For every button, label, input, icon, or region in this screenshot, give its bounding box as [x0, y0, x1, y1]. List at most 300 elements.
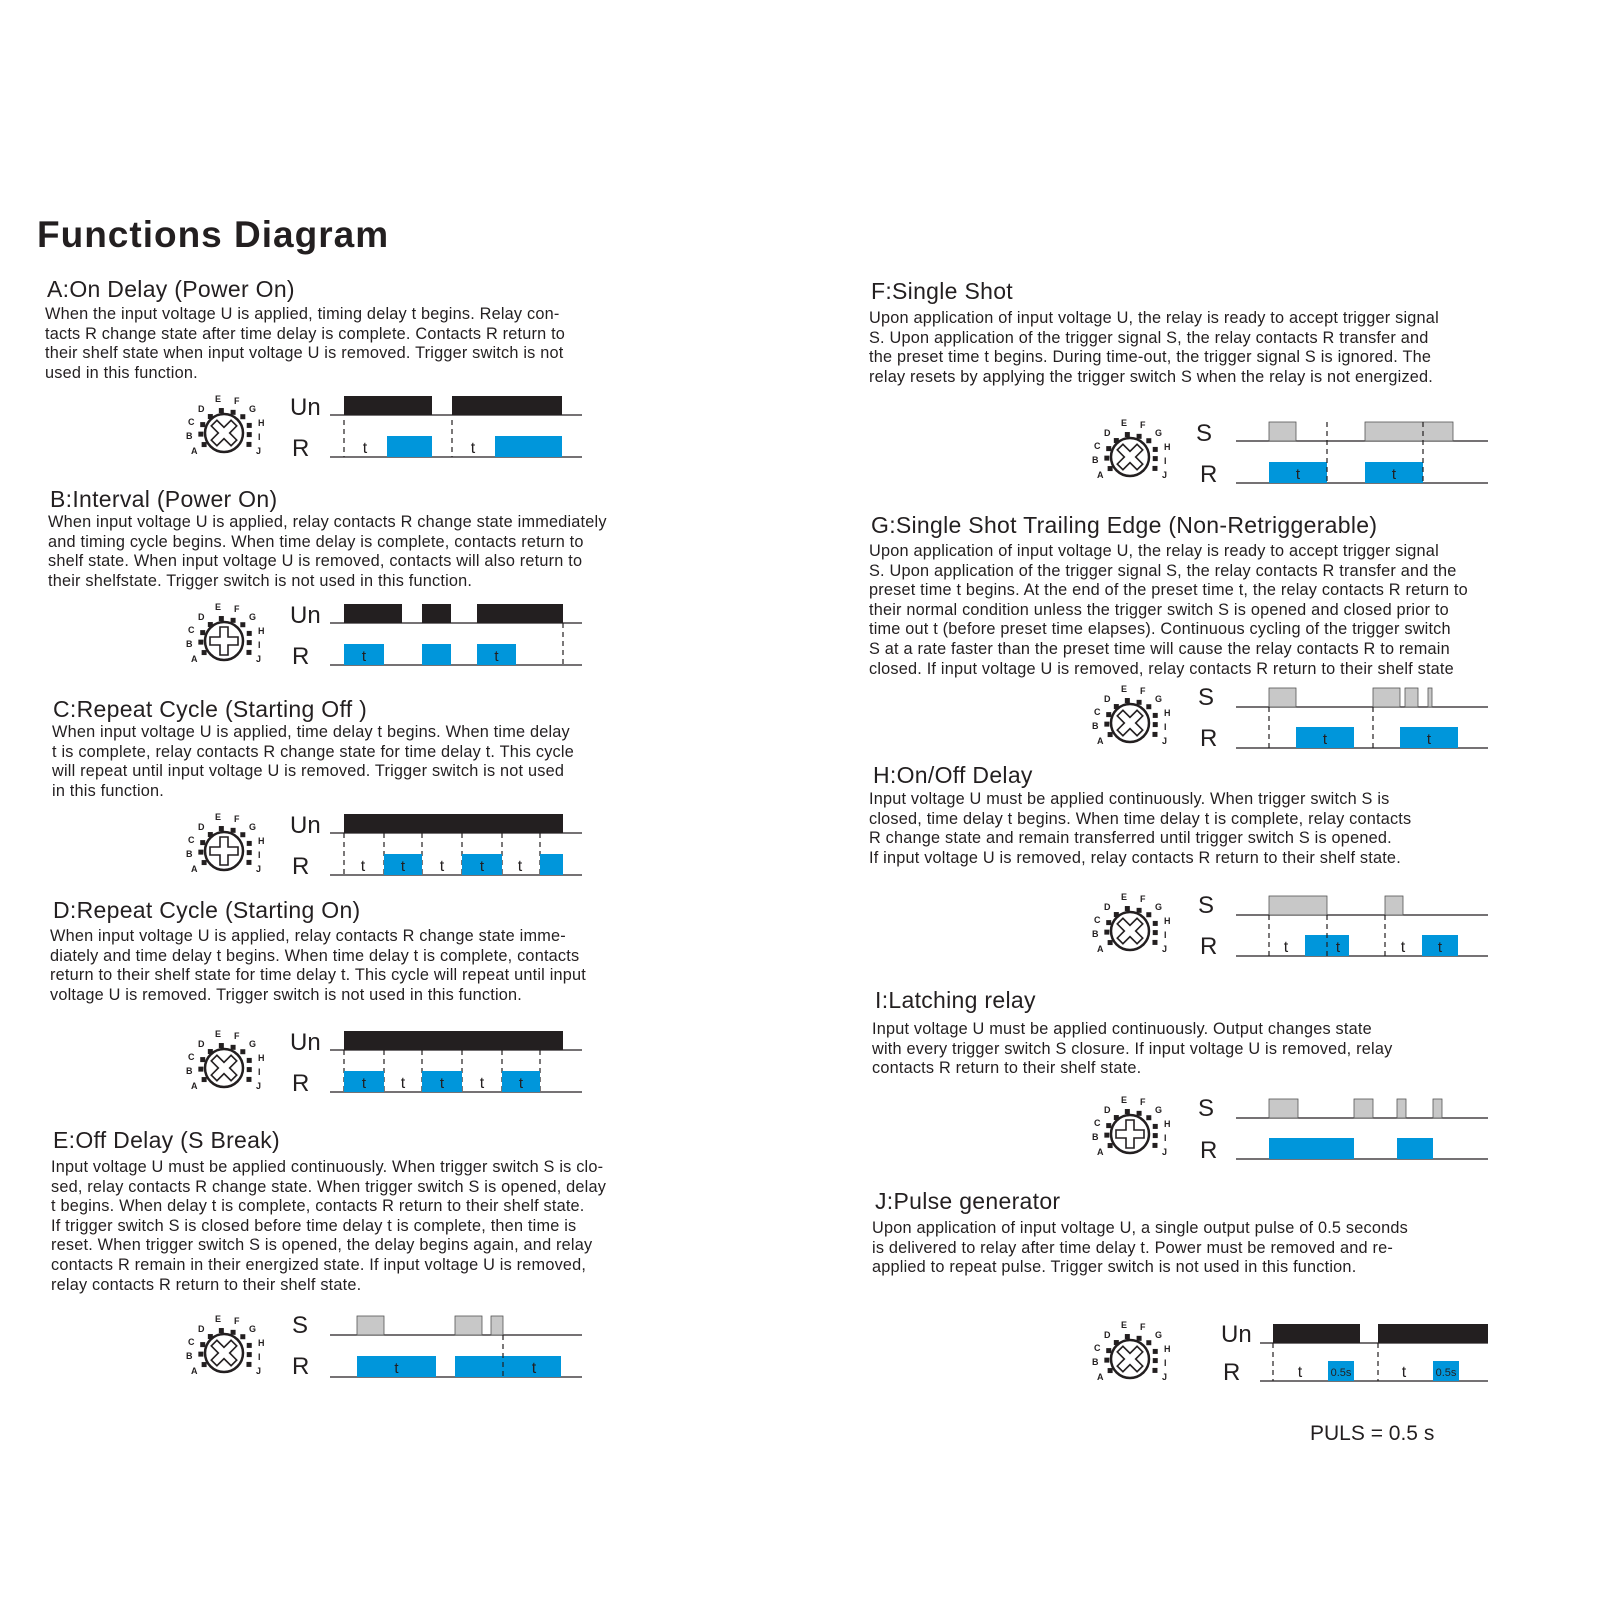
dial-tick [219, 408, 224, 413]
dial-letter: G [249, 612, 257, 622]
dial-letter: C [1094, 1118, 1101, 1128]
dial-letter: I [1164, 456, 1167, 466]
dial-letter: B [186, 1066, 193, 1076]
dial-letter: C [188, 417, 195, 427]
dial-tick [1152, 1368, 1157, 1373]
dial-letter: I [258, 1067, 261, 1077]
function-a-diagram [182, 390, 592, 470]
relay-pulse-label: t [394, 1360, 399, 1377]
time-label: t [1400, 939, 1406, 956]
dial-tick [247, 631, 252, 636]
dial-letter: G [249, 822, 257, 832]
dial-letter: J [1162, 470, 1168, 480]
dial-tick [1153, 1349, 1158, 1354]
dial-letter: A [191, 1081, 198, 1091]
dial-letter: E [1121, 892, 1128, 902]
dial-letter: I [258, 850, 261, 860]
function-i-description: Input voltage U must be applied continuously. Output changes state with every trigger switch S closure. If input voltage U is removed, relay contacts R return to their shelf state. [872, 1020, 1393, 1078]
function-h-title: H:On/Off Delay [873, 762, 1033, 788]
dial-tick [246, 1077, 251, 1082]
pulse-output-label: 0.5s [1330, 1367, 1352, 1379]
dial-letter: C [188, 1052, 195, 1062]
dial-tick [1146, 1115, 1151, 1120]
function-d-diagram [182, 1025, 592, 1105]
dial-tick [246, 442, 251, 447]
dial-tick [202, 650, 207, 655]
dial-letter: H [258, 626, 265, 636]
dial-letter: B [186, 431, 193, 441]
dial-letter: B [186, 849, 193, 859]
function-h-diagram [1088, 888, 1498, 968]
dial-letter: D [1104, 428, 1111, 438]
dial-letter: I [258, 1352, 261, 1362]
dial-tick [231, 828, 236, 833]
dial-tick [200, 1342, 205, 1347]
dial-tick [1146, 912, 1151, 917]
dial-tick [1153, 921, 1158, 926]
dial-letter: E [1121, 684, 1128, 694]
function-g-diagram [1088, 680, 1498, 760]
dial-letter: H [1164, 916, 1171, 926]
dial-tick [198, 640, 203, 645]
dial-letter: B [1092, 721, 1099, 731]
dial-letter: C [1094, 441, 1101, 451]
power-pulse [344, 396, 432, 415]
pulse-note: PULS = 0.5 s [1310, 1422, 1435, 1445]
dial-tick [202, 860, 207, 865]
function-d-description: When input voltage U is applied, relay contacts R change state imme- diately and time delay t begins. When time delay t is complete, contacts return to their shelf state for time delay t. This cycle will repeat until input voltage U is removed. Trigger switch is not used in this function. [50, 927, 587, 1004]
relay-pulse-label: t [1437, 939, 1443, 956]
power-pulse [344, 604, 402, 623]
relay-pulse [495, 436, 562, 457]
trigger-pulse [1385, 896, 1403, 915]
time-label: t [479, 1075, 485, 1092]
dial-tick [1106, 1348, 1111, 1353]
dial-letter: B [1092, 1132, 1099, 1142]
dial-letter: J [256, 1366, 262, 1376]
function-a-description: When the input voltage U is applied, timing delay t begins. Relay con- tacts R change state after time delay is complete. Contacts R return to their shelf state when input voltage U is removed. Trigger switch is not used in this function. [45, 305, 566, 382]
dial-tick [1153, 1124, 1158, 1129]
time-label: t [400, 1075, 406, 1092]
dial-letter: J [1162, 1372, 1168, 1382]
dial-tick [1153, 713, 1158, 718]
dial-tick [208, 622, 213, 627]
dial-letter: F [1140, 1322, 1146, 1332]
dial-tick [1125, 1334, 1130, 1339]
function-g-description: Upon application of input voltage U, the relay is ready to accept trigger signal S. Upon application of the trigger signal S, the relay contacts R transfer and the preset time t begins. At the end of the preset time t, the relay contacts R return to their normal condition unless the trigger switch S is opened and closed prior to time out t (before preset time elapses). Continuous cycling of the trigger switch S at a rate faster than the preset time will cause the relay contacts R to remain closed. If input voltage U is removed, relay contacts R return to their shelf state [869, 542, 1468, 678]
dial-letter: I [258, 432, 261, 442]
relay-pulse [422, 644, 451, 665]
trigger-pulse [1405, 688, 1418, 707]
dial-tick [240, 1334, 245, 1339]
power-pulse [1273, 1324, 1360, 1343]
trigger-pulse [1397, 1099, 1406, 1118]
dial-tick [1108, 732, 1113, 737]
time-label: t [1297, 1364, 1303, 1381]
function-b-diagram [182, 598, 592, 678]
dial-tick [1108, 466, 1113, 471]
function-j-diagram [1088, 1316, 1498, 1396]
dial-letter: G [1155, 1330, 1163, 1340]
dial-letter: G [249, 404, 257, 414]
function-i-title: I:Latching relay [875, 987, 1036, 1013]
dial-letter: E [1121, 418, 1128, 428]
relay-pulse-label: t [1322, 731, 1328, 748]
dial-letter: F [234, 396, 240, 406]
function-h-description: Input voltage U must be applied continuously. When trigger switch S is closed, time delay t begins. When time delay t is complete, relay contacts R change state and remain transferred until trigger switch S is opened. If input voltage U is removed, relay contacts R return to their shelf state. [869, 790, 1412, 867]
relay-pulse-label: t [518, 1075, 524, 1092]
dial-tick [1152, 940, 1157, 945]
function-f-description: Upon application of input voltage U, the relay is ready to accept trigger signal S. Upon application of the trigger signal S, the relay contacts R transfer and the preset time t begins. During time-out, the trigger signal S is ignored. The relay resets by applying the trigger switch S when the relay is not energized. [869, 309, 1439, 386]
relay-pulse-label: t [400, 858, 406, 875]
power-pulse [1378, 1324, 1488, 1343]
dial-tick [198, 850, 203, 855]
relay-pulse [1305, 935, 1327, 956]
r-label: R [1200, 933, 1218, 960]
function-e-description: Input voltage U must be applied continuously. When trigger switch S is clo- sed, relay contacts R change state. When trigger switch S is opened, delay t begins. When delay t is complete, contacts R return to their shelf state. If trigger switch S is closed before time delay t is complete, then time is reset. When trigger switch S is opened, the delay begins again, and relay contacts R remain in their energized state. If input voltage U is removed, relay contacts R return to their shelf state. [51, 1158, 607, 1294]
un-label: Un [290, 1029, 321, 1056]
dial-tick [200, 422, 205, 427]
dial-tick [208, 1334, 213, 1339]
dial-letter: H [258, 836, 265, 846]
dial-tick [208, 832, 213, 837]
dial-tick [198, 432, 203, 437]
dial-tick [1146, 438, 1151, 443]
dial-tick [1125, 906, 1130, 911]
dial-letter: D [198, 404, 205, 414]
dial-letter: I [1164, 1133, 1167, 1143]
dial-letter: C [188, 1337, 195, 1347]
dial-letter: D [198, 822, 205, 832]
trigger-pulse [1269, 896, 1327, 915]
dial-letter: H [1164, 708, 1171, 718]
time-label: t [1401, 1364, 1407, 1381]
dial-tick [240, 832, 245, 837]
function-a-title: A:On Delay (Power On) [47, 276, 295, 302]
dial-tick [1137, 1111, 1142, 1116]
dial-letter: D [1104, 1105, 1111, 1115]
un-label: Un [290, 812, 321, 839]
dial-letter: F [234, 604, 240, 614]
dial-tick [247, 1067, 252, 1072]
relay-pulse-label: t [479, 858, 485, 875]
dial-letter: E [215, 812, 222, 822]
relay-pulse-label: t [1295, 466, 1301, 483]
dial-letter: D [198, 612, 205, 622]
dial-tick [1108, 1368, 1113, 1373]
trigger-pulse [1269, 1099, 1298, 1118]
dial-letter: J [256, 654, 262, 664]
dial-tick [1153, 1133, 1158, 1138]
r-label: R [292, 1070, 310, 1097]
dial-tick [246, 860, 251, 865]
trigger-pulse [1428, 688, 1432, 707]
un-label: Un [290, 602, 321, 629]
power-pulse [452, 396, 562, 415]
relay-pulse [540, 854, 563, 875]
relay-pulse-label: t [494, 648, 499, 665]
dial-letter: F [1140, 894, 1146, 904]
dial-tick [231, 1330, 236, 1335]
dial-letter: J [1162, 736, 1168, 746]
s-label: S [1198, 892, 1215, 919]
dial-tick [1152, 732, 1157, 737]
r-label: R [292, 643, 310, 670]
dial-tick [1114, 704, 1119, 709]
dial-tick [231, 410, 236, 415]
dial-tick [208, 414, 213, 419]
dial-tick [202, 1362, 207, 1367]
power-pulse [477, 604, 563, 623]
dial-tick [1153, 1358, 1158, 1363]
relay-pulse-label: t [361, 1075, 367, 1092]
dial-tick [247, 850, 252, 855]
relay-pulse-label: t [1426, 731, 1432, 748]
dial-letter: D [1104, 694, 1111, 704]
dial-letter: H [258, 1053, 265, 1063]
dial-letter: J [256, 864, 262, 874]
dial-tick [208, 1049, 213, 1054]
dial-letter: A [1097, 470, 1104, 480]
dial-tick [1152, 466, 1157, 471]
dial-letter: A [191, 654, 198, 664]
relay-pulse [387, 436, 432, 457]
dial-tick [1125, 698, 1130, 703]
dial-tick [1125, 1109, 1130, 1114]
dial-letter: C [188, 835, 195, 845]
dial-tick [1104, 722, 1109, 727]
dial-tick [1114, 912, 1119, 917]
dial-tick [1153, 456, 1158, 461]
r-label: R [1200, 461, 1218, 488]
dial-tick [200, 840, 205, 845]
dial-tick [1153, 447, 1158, 452]
dial-tick [1137, 908, 1142, 913]
r-label: R [1200, 1137, 1218, 1164]
dial-letter: J [256, 1081, 262, 1091]
dial-letter: F [234, 1031, 240, 1041]
dial-tick [240, 1049, 245, 1054]
s-label: S [292, 1312, 309, 1339]
dial-letter: G [1155, 902, 1163, 912]
dial-letter: G [1155, 1105, 1163, 1115]
dial-tick [1106, 446, 1111, 451]
function-f-diagram [1088, 414, 1498, 494]
dial-tick [1104, 1133, 1109, 1138]
dial-tick [200, 1057, 205, 1062]
r-label: R [1200, 725, 1218, 752]
relay-pulse [1269, 1138, 1354, 1159]
r-label: R [292, 1353, 310, 1380]
dial-tick [247, 423, 252, 428]
dial-letter: I [1164, 722, 1167, 732]
function-j-description: Upon application of input voltage U, a single output pulse of 0.5 seconds is delivered to relay after time delay t. Power must be removed and re- applied to repeat pulse. Trigger switch is not used in this function. [872, 1219, 1408, 1277]
dial-letter: G [1155, 694, 1163, 704]
power-pulse [344, 814, 563, 833]
dial-tick [1106, 1123, 1111, 1128]
dial-letter: A [191, 864, 198, 874]
dial-letter: F [1140, 1097, 1146, 1107]
function-d-title: D:Repeat Cycle (Starting On) [53, 897, 361, 923]
dial-letter: A [1097, 736, 1104, 746]
trigger-pulse [455, 1316, 482, 1335]
dial-letter: I [1164, 930, 1167, 940]
dial-tick [219, 826, 224, 831]
dial-tick [1114, 1340, 1119, 1345]
dial-tick [200, 630, 205, 635]
dial-letter: C [188, 625, 195, 635]
dial-letter: G [249, 1039, 257, 1049]
dial-letter: F [1140, 420, 1146, 430]
s-label: S [1198, 1095, 1215, 1122]
dial-tick [1104, 1358, 1109, 1363]
dial-letter: B [1092, 1357, 1099, 1367]
dial-letter: H [258, 1338, 265, 1348]
dial-letter: C [1094, 707, 1101, 717]
dial-letter: E [1121, 1320, 1128, 1330]
dial-tick [1146, 704, 1151, 709]
dial-letter: F [234, 814, 240, 824]
dial-letter: D [1104, 902, 1111, 912]
trigger-pulse [1373, 688, 1400, 707]
dial-letter: A [191, 446, 198, 456]
function-i-diagram [1088, 1091, 1498, 1171]
dial-tick [247, 1352, 252, 1357]
dial-letter: E [215, 602, 222, 612]
dial-tick [1106, 920, 1111, 925]
un-label: Un [1221, 1321, 1252, 1348]
dial-tick [240, 414, 245, 419]
dial-letter: J [1162, 1147, 1168, 1157]
dial-tick [202, 442, 207, 447]
dial-letter: I [1164, 1358, 1167, 1368]
dial-letter: D [198, 1324, 205, 1334]
time-label: t [517, 858, 523, 875]
dial-tick [247, 1343, 252, 1348]
dial-letter: E [215, 394, 222, 404]
dial-tick [202, 1077, 207, 1082]
trigger-pulse [1269, 422, 1296, 441]
dial-tick [1153, 930, 1158, 935]
dial-tick [219, 1328, 224, 1333]
relay-pulse-label: t [1335, 939, 1341, 956]
dial-tick [1104, 930, 1109, 935]
function-g-title: G:Single Shot Trailing Edge (Non-Retriggerable) [871, 512, 1378, 538]
dial-letter: H [1164, 1344, 1171, 1354]
dial-letter: I [258, 640, 261, 650]
dial-tick [247, 841, 252, 846]
trigger-pulse [1269, 688, 1296, 707]
dial-tick [1104, 456, 1109, 461]
trigger-pulse [1365, 422, 1453, 441]
dial-letter: J [256, 446, 262, 456]
function-j-title: J:Pulse generator [875, 1188, 1061, 1214]
dial-letter: E [215, 1314, 222, 1324]
trigger-pulse [1354, 1099, 1373, 1118]
dial-letter: C [1094, 915, 1101, 925]
trigger-pulse [1433, 1099, 1442, 1118]
dial-tick [247, 1058, 252, 1063]
power-pulse [344, 1031, 563, 1050]
relay-pulse-label: t [361, 648, 367, 665]
dial-tick [1108, 940, 1113, 945]
function-c-description: When input voltage U is applied, time delay t begins. When time delay t is complete, relay contacts R change state for time delay t. This cycle will repeat until input voltage U is removed. Trigger switch is not used in this function. [52, 723, 574, 800]
dial-tick [1153, 722, 1158, 727]
dial-tick [247, 640, 252, 645]
dial-letter: H [1164, 1119, 1171, 1129]
dial-letter: B [1092, 455, 1099, 465]
dial-letter: C [1094, 1343, 1101, 1353]
dial-letter: A [191, 1366, 198, 1376]
dial-tick [1137, 1336, 1142, 1341]
s-label: S [1198, 684, 1215, 711]
dial-letter: F [234, 1316, 240, 1326]
r-label: R [292, 435, 310, 462]
time-label: t [439, 858, 445, 875]
dial-tick [198, 1352, 203, 1357]
relay-pulse-label: t [1391, 466, 1397, 483]
dial-tick [1137, 700, 1142, 705]
trigger-pulse [357, 1316, 384, 1335]
dial-tick [198, 1067, 203, 1072]
time-label: t [531, 1360, 537, 1377]
trigger-pulse [491, 1316, 503, 1335]
dial-tick [1137, 434, 1142, 439]
relay-pulse [1397, 1138, 1433, 1159]
dial-letter: H [258, 418, 265, 428]
dial-letter: A [1097, 944, 1104, 954]
dial-tick [246, 1362, 251, 1367]
time-label: t [470, 440, 476, 457]
dial-tick [219, 616, 224, 621]
r-label: R [1223, 1359, 1241, 1386]
dial-letter: H [1164, 442, 1171, 452]
relay-pulse-label: t [439, 1075, 445, 1092]
dial-tick [240, 622, 245, 627]
function-c-title: C:Repeat Cycle (Starting Off ) [53, 696, 368, 722]
dial-letter: B [1092, 929, 1099, 939]
dial-tick [247, 432, 252, 437]
dial-tick [219, 1043, 224, 1048]
dial-tick [246, 650, 251, 655]
s-label: S [1196, 420, 1213, 447]
time-label: t [362, 440, 368, 457]
power-pulse [422, 604, 451, 623]
relay-pulse [455, 1356, 561, 1377]
dial-tick [1152, 1143, 1157, 1148]
function-b-description: When input voltage U is applied, relay contacts R change state immediately and timing cycle begins. When time delay is complete, contacts return to shelf state. When input voltage U is removed, contacts will also return to their shelfstate. Trigger switch is not used in this function. [48, 513, 607, 590]
function-e-diagram [182, 1310, 592, 1390]
time-label: t [1283, 939, 1289, 956]
function-b-title: B:Interval (Power On) [50, 486, 278, 512]
dial-tick [1114, 1115, 1119, 1120]
function-f-title: F:Single Shot [871, 278, 1013, 304]
function-e-title: E:Off Delay (S Break) [53, 1127, 281, 1153]
r-label: R [292, 853, 310, 880]
dial-tick [1146, 1340, 1151, 1345]
dial-letter: D [198, 1039, 205, 1049]
dial-letter: E [215, 1029, 222, 1039]
dial-letter: E [1121, 1095, 1128, 1105]
function-c-diagram [182, 808, 592, 888]
dial-letter: A [1097, 1147, 1104, 1157]
dial-letter: A [1097, 1372, 1104, 1382]
dial-letter: D [1104, 1330, 1111, 1340]
dial-tick [231, 1045, 236, 1050]
dial-letter: G [1155, 428, 1163, 438]
un-label: Un [290, 394, 321, 421]
dial-letter: B [186, 639, 193, 649]
